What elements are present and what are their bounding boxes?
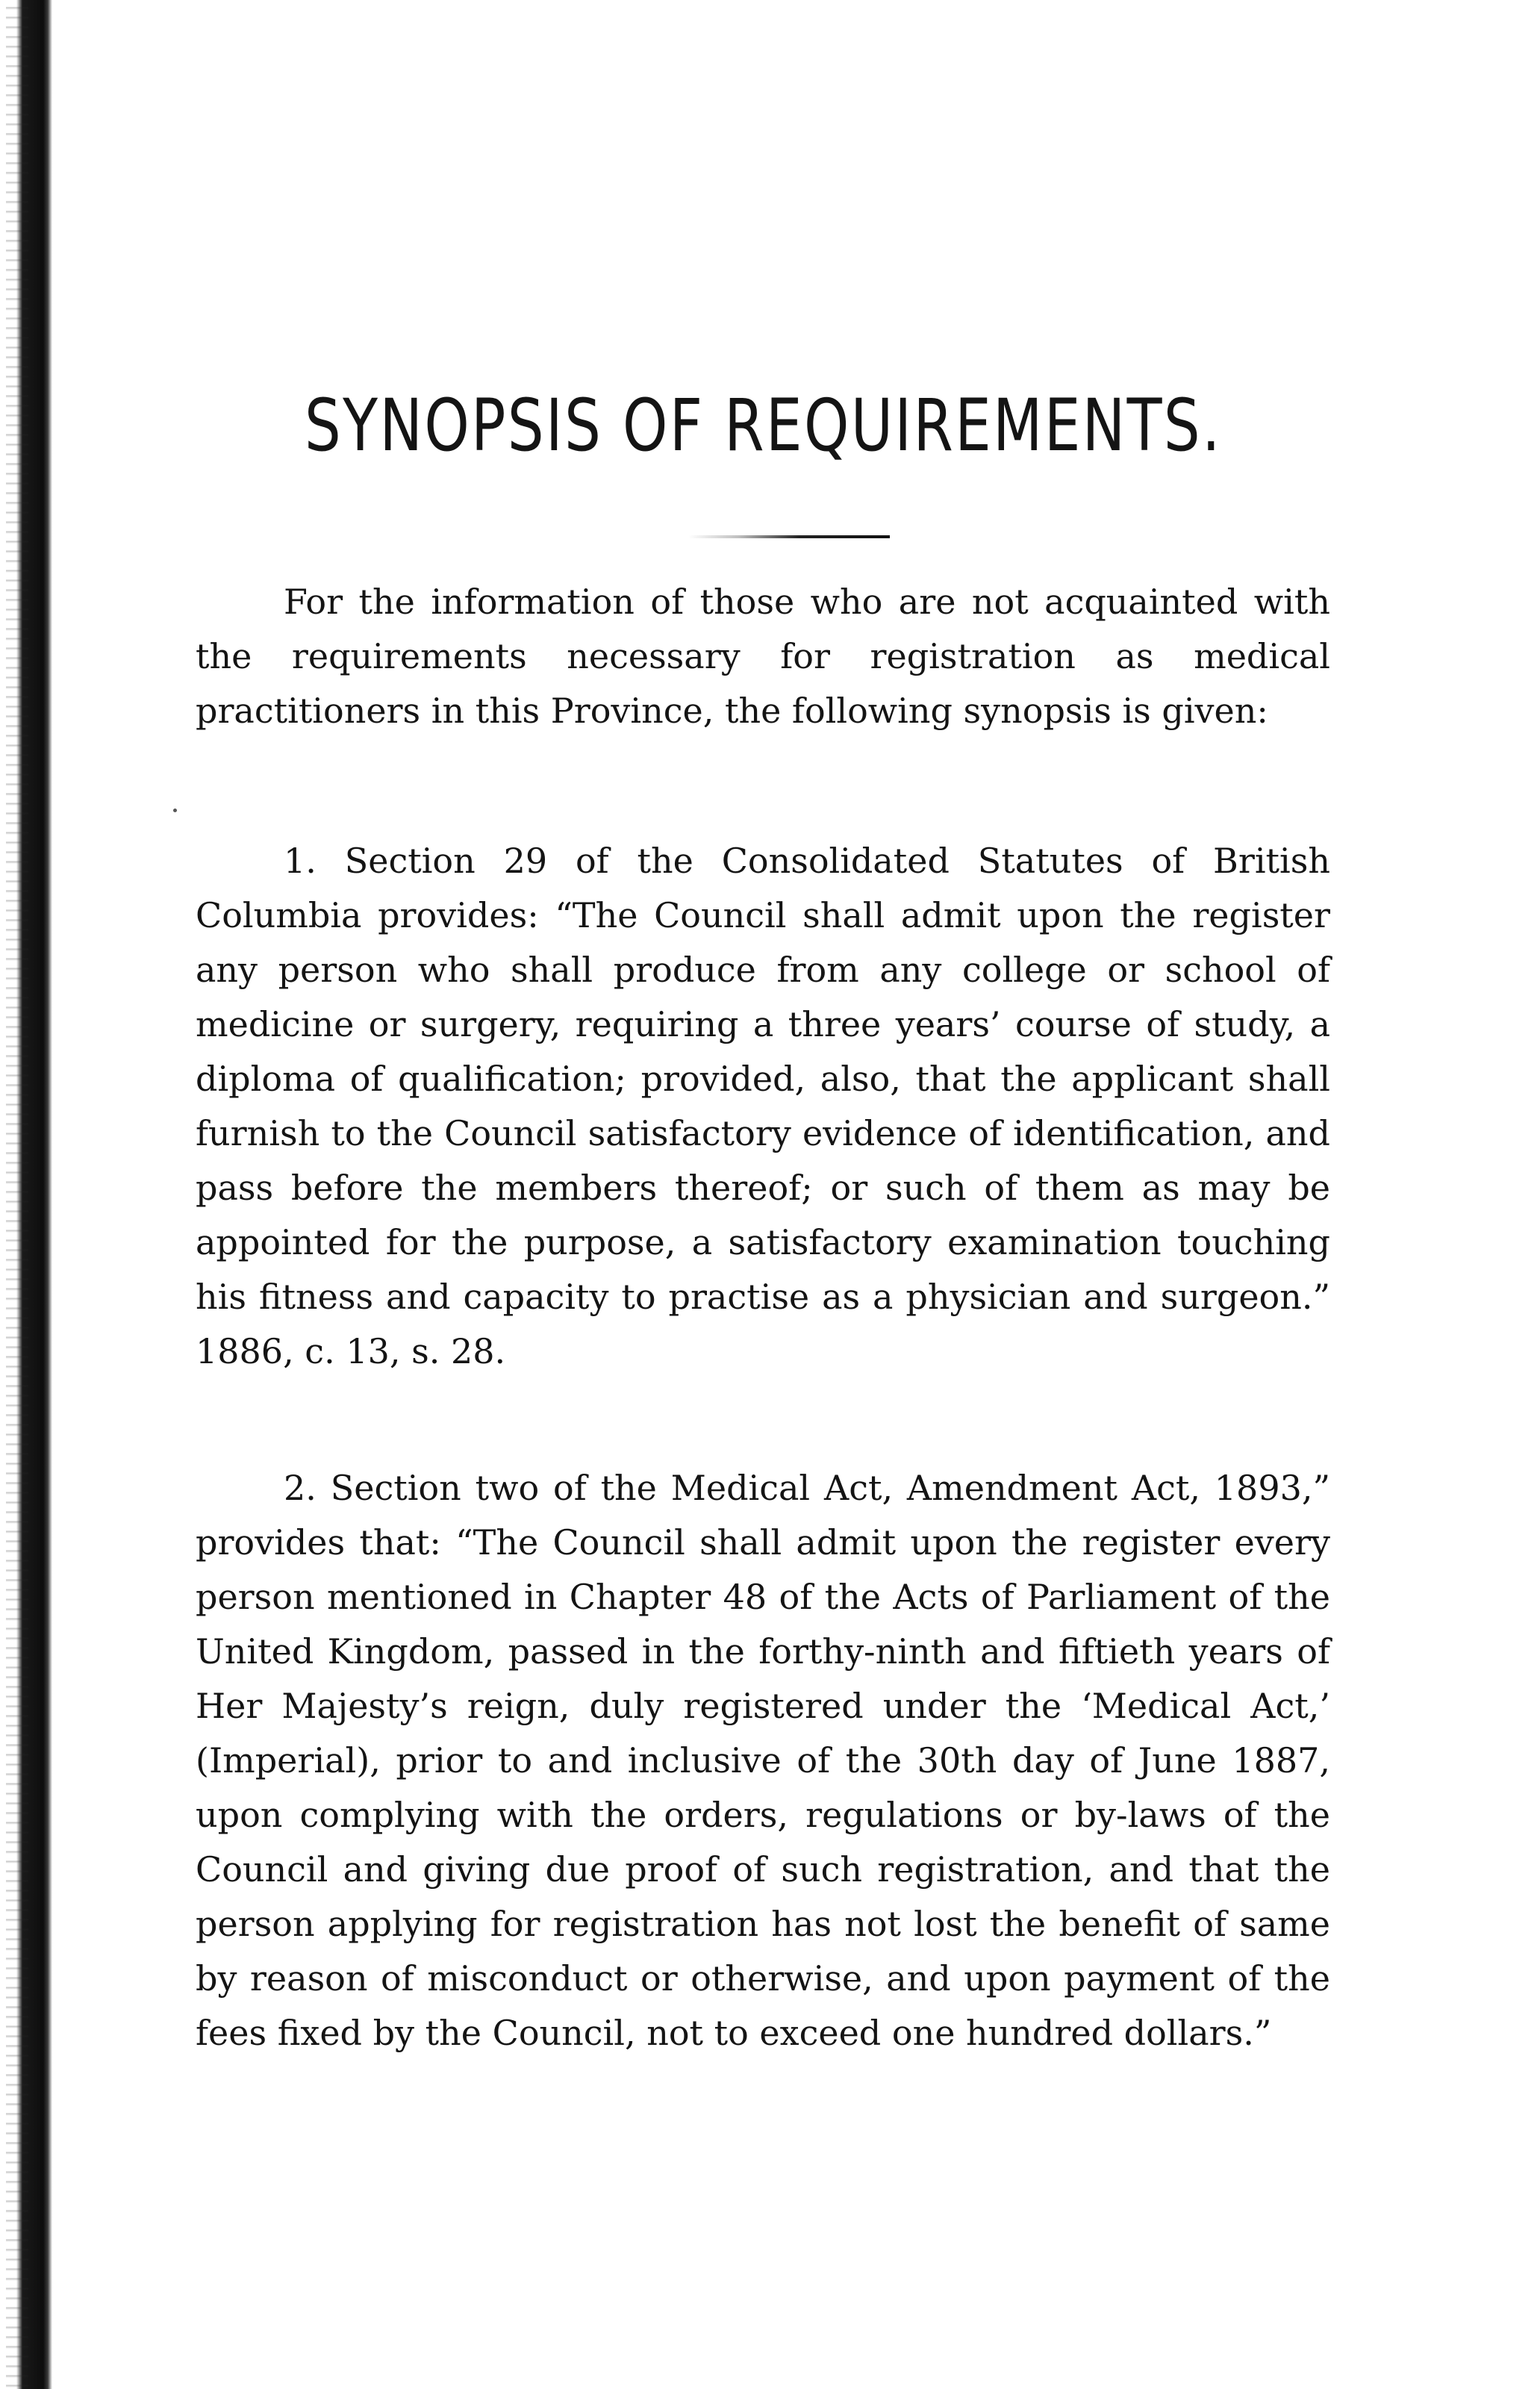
page-binding-edge — [0, 0, 52, 2389]
section-1-paragraph: 1. Section 29 of the Consolidated Statutes of British Columbia provides: “The Council shall admit upon the register any person who shall produce from any college or school of medicine or surgery, requiring a three years’ course of study, a diploma of qualification; provided, also, that the applicant shall furnish to the Council satisfactory evidence of identification, and pass before the members thereof; or such of them as may be appointed for the purpose, a satisfactory examination touching his fitness and capacity to practise as a physician and surgeon.” 1886, c. 13, s. 28. — [196, 841, 1330, 1371]
title-divider — [688, 535, 890, 538]
page-title: SYNOPSIS OF REQUIREMENTS. — [305, 384, 1222, 467]
print-speck — [173, 809, 177, 812]
intro-paragraph: For the information of those who are not acquainted with the requirements necessary for registration as medical practitioners in this Province, the following synopsis is given: — [196, 582, 1330, 731]
section-2-paragraph: 2. Section two of the Medical Act, Amendment Act, 1893,” provides that: “The Council shall admit upon the register every person mentioned in Chapter 48 of the Acts of Parliament of the United Kingdom, passed in the forthy-ninth and fiftieth years of Her Majesty’s reign, duly registered under the ‘Medical Act,’ (Imperial), prior to and inclusive of the 30th day of June 1887, upon complying with the orders, regulations or by-laws of the Council and giving due proof of such registration, and that the person applying for registration has not lost the benefit of same by reason of misconduct or otherwise, and upon payment of the fees fixed by the Council, not to exceed one hundred dollars.” — [196, 1468, 1330, 2053]
